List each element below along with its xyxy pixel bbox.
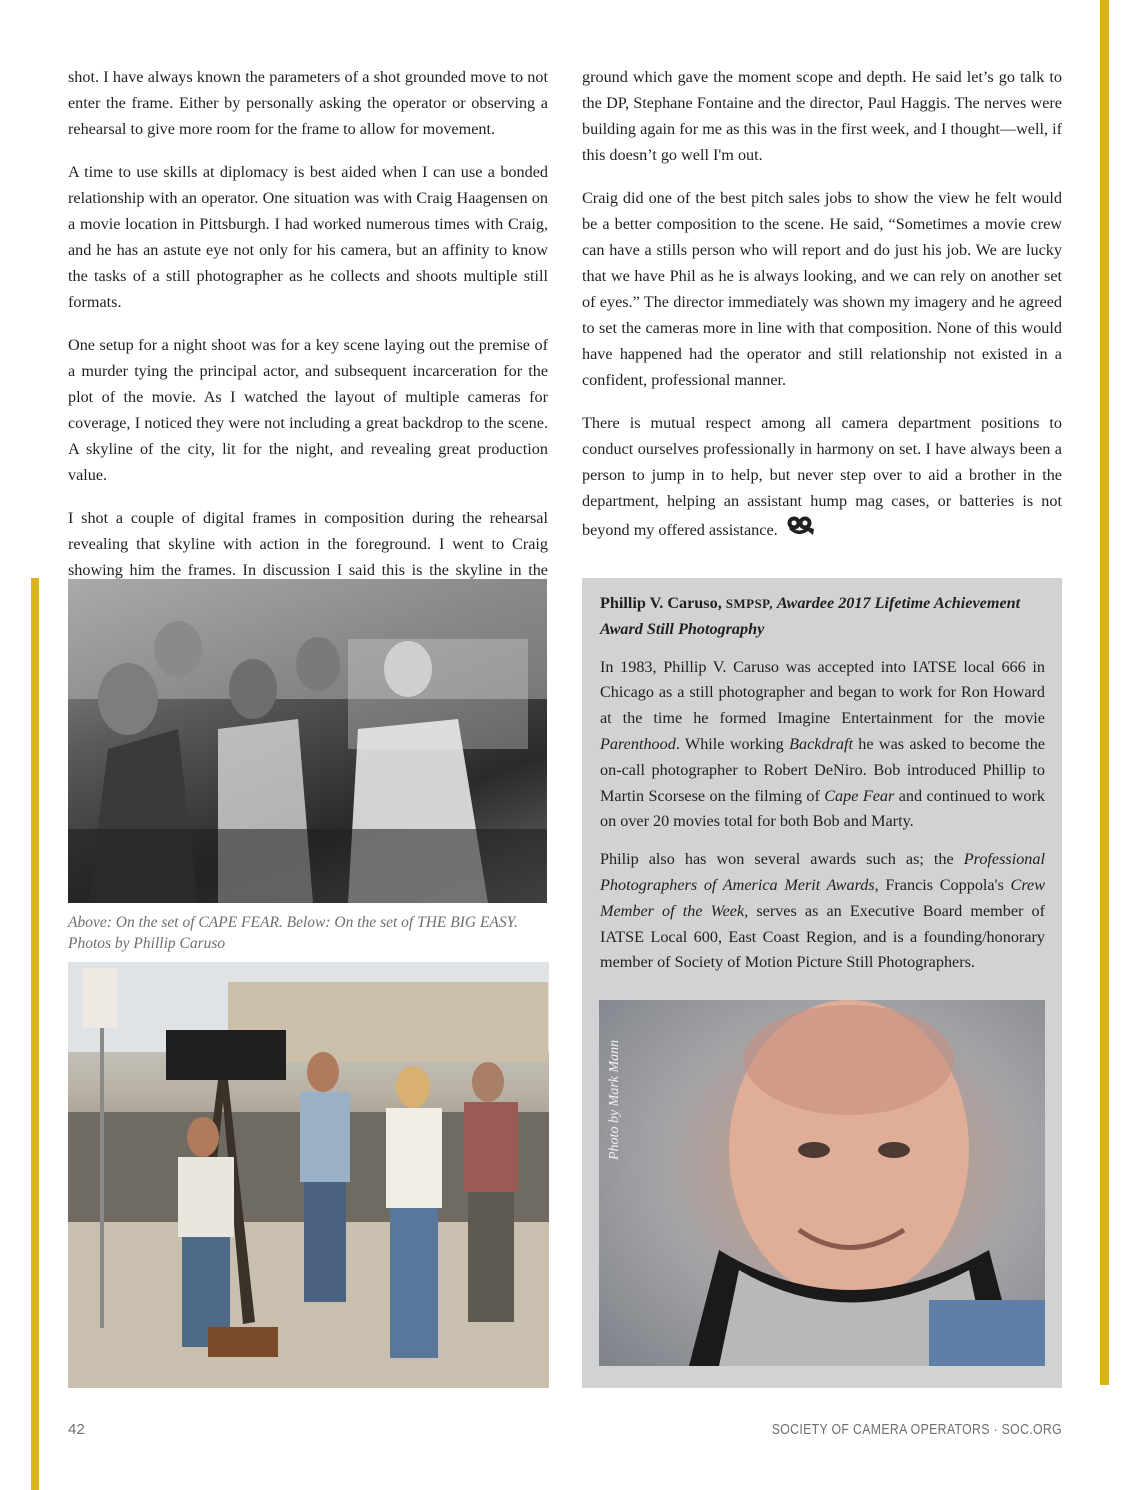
sidebar-bio-paragraph bbox=[600, 655, 1045, 836]
soc-logo-icon bbox=[786, 514, 816, 548]
article-column-left bbox=[68, 64, 548, 626]
award-name: Professional Photographers of America Merit Awards bbox=[600, 850, 1045, 894]
bio-text: he was asked to become the on-call photographer to Robert DeNiro. Bob introduced Phillip to Martin Scorsese on the filming of bbox=[600, 734, 1045, 805]
publication-footer: SOCIETY OF CAMERA OPERATORS · SOC.ORG bbox=[771, 1421, 1062, 1438]
awardee-name: Phillip V. Caruso, bbox=[600, 594, 722, 612]
awardee-credential: SMPSP, bbox=[725, 596, 773, 611]
photo-big-easy-set bbox=[68, 962, 549, 1388]
page-number: 42 bbox=[68, 1421, 86, 1438]
awardee-sidebar bbox=[582, 578, 1062, 1388]
bio-text: , Francis Coppola's bbox=[874, 875, 1011, 894]
bio-text: Philip also has won several awards such as; the bbox=[600, 850, 964, 869]
movie-title: Parenthood bbox=[600, 734, 676, 753]
award-name: Crew Member of the Week bbox=[600, 875, 1045, 920]
paragraph: ground which gave the moment scope and depth. He said let’s go talk to the DP, Stephane Fontaine and the director, Paul Haggis. The nerves were building again for me as this was in the first week, and I thought—well, if this doesn’t go well I'm out. bbox=[582, 68, 1062, 164]
bio-text: , serves as an Executive Board member of IATSE Local 600, East Coast Region, and is a founding/honorary member of Society of Motion Picture Still Photographers. bbox=[600, 901, 1046, 972]
sidebar-awards-paragraph bbox=[600, 847, 1045, 976]
article-column-right bbox=[582, 64, 1062, 565]
bio-text: . While working bbox=[675, 734, 790, 753]
sidebar-heading bbox=[600, 591, 1045, 643]
bio-text: and continued to work on over 20 movies total for both Bob and Marty. bbox=[600, 786, 1045, 831]
movie-title: Cape Fear bbox=[824, 786, 895, 805]
paragraph: shot. I have always known the parameters of a shot grounded move to not enter the frame. Either by personally asking the operator or observing a rehearsal to give more room for the frame to allow for movement. bbox=[68, 68, 548, 138]
paragraph: Craig did one of the best pitch sales jobs to show the view he felt would be a better composition to the scene. He said, “Sometimes a movie crew can have a stills person who will report and do just his job. We are lucky that we have Phil as he is always looking, and we can rely on another set of eyes.” The director immediately was shown my imagery and he agreed to set the cameras more in line with that composition. None of this would have happened had the operator and still relationship not existed in a confident, professional manner. bbox=[582, 189, 1062, 389]
paragraph: I shot a couple of digital frames in composition during the rehearsal revealing that skyline with action in the foreground. I went to Craig showing him the frames. In discussion I said this is the skyline in the bbox=[68, 509, 548, 579]
award-title: Awardee 2017 Lifetime Achievement Award Still Photography bbox=[600, 594, 1021, 638]
portrait-photo bbox=[599, 1000, 1045, 1366]
paragraph: One setup for a night shoot was for a key scene laying out the premise of a murder tying the principal actor, and subsequent incarceration for the plot of the movie. As I watched the layout of multiple cameras for coverage, I noticed they were not including a great backdrop to the scene. A skyline of the city, lit for the night, and revealing great production value. bbox=[68, 336, 548, 484]
accent-bar-right bbox=[1100, 0, 1109, 1385]
accent-bar-left bbox=[31, 578, 39, 1490]
portrait-photo-credit: Photo by Mark Mann bbox=[607, 1039, 622, 1160]
movie-title: Backdraft bbox=[789, 734, 853, 753]
photo-cape-fear-set bbox=[68, 579, 547, 903]
photo-caption: Above: On the set of CAPE FEAR. Below: On the set of THE BIG EASY. Photos by Phillip Caruso bbox=[68, 914, 518, 952]
paragraph-final bbox=[582, 410, 1062, 548]
paragraph-final-text: There is mutual respect among all camera department positions to conduct ourselves professionally in harmony on set. I have always been a person to jump in to help, but never step over to aid a brother in the department, helping an assistant hump mag cases, or batteries is not beyond my offered assistance. bbox=[582, 414, 1062, 539]
bio-text: In 1983, Phillip V. Caruso was accepted into IATSE local 666 in Chicago as a still photographer and began to work for Ron Howard at the time he formed Imagine Entertainment for the movie bbox=[600, 657, 1045, 728]
paragraph: A time to use skills at diplomacy is best aided when I can use a bonded relationship with an operator. One situation was with Craig Haagensen on a movie location in Pittsburgh. I had worked numerous times with Craig, and he has an astute eye not only for his camera, but an affinity to know the tasks of a still photographer as he collects and shoots multiple still formats. bbox=[68, 163, 548, 311]
